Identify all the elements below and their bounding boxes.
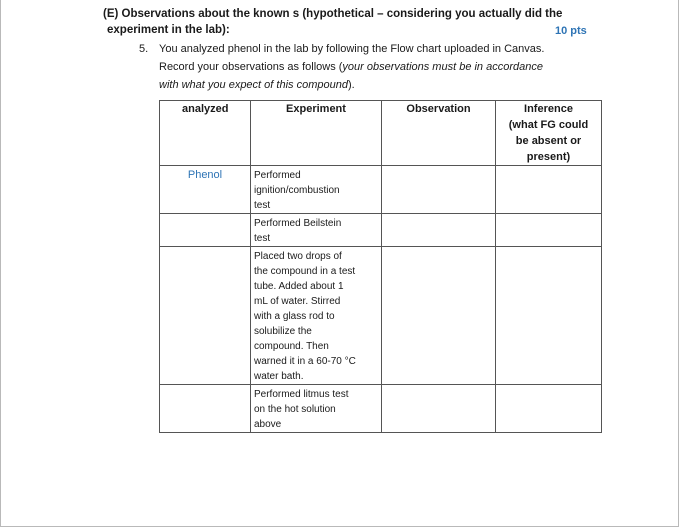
exp-line: solubilize the (254, 326, 312, 337)
exp-line: test (254, 200, 271, 211)
exp-line: warned it in a 60-70 °C (254, 356, 356, 367)
compound-cell-empty (160, 214, 251, 247)
observation-cell[interactable] (382, 247, 496, 385)
exp-line: the compound in a test (254, 266, 356, 277)
exp-line: Performed (254, 170, 301, 181)
observations-table (159, 100, 602, 433)
exp-line: Performed litmus test (254, 389, 349, 400)
inference-cell[interactable] (496, 214, 602, 247)
experiment-cell (251, 385, 382, 433)
exp-line: mL of water. Stirred (254, 296, 341, 307)
table-row (160, 214, 602, 247)
question-line-2-plain: Record your observations as follows ( (159, 61, 343, 73)
exp-line: with a glass rod to (254, 311, 335, 322)
header-experiment: Experiment (251, 101, 382, 166)
question-line-2 (159, 58, 599, 76)
exp-line: Performed Beilstein (254, 218, 342, 229)
section-heading (103, 6, 562, 38)
header-observation: Observation (382, 101, 496, 166)
compound-cell: Phenol (160, 166, 251, 214)
inference-cell[interactable] (496, 166, 602, 214)
question-text (159, 40, 599, 94)
exp-line: test (254, 233, 271, 244)
exp-line: on the hot solution (254, 404, 336, 415)
experiment-cell (251, 247, 382, 385)
experiment-cell (251, 166, 382, 214)
compound-cell-empty (160, 247, 251, 385)
table-row (160, 385, 602, 433)
exp-line: above (254, 419, 282, 430)
table-row (160, 166, 602, 214)
points-label: 10 pts (555, 25, 587, 37)
observation-cell[interactable] (382, 385, 496, 433)
inference-cell[interactable] (496, 385, 602, 433)
inference-cell[interactable] (496, 247, 602, 385)
heading-line-2: experiment in the lab): (107, 24, 230, 36)
question-line-2-italic: your observations must be in accordance (342, 61, 543, 73)
exp-line: compound. Then (254, 341, 329, 352)
observation-cell[interactable] (382, 214, 496, 247)
header-inference (496, 101, 602, 166)
observation-cell[interactable] (382, 166, 496, 214)
exp-line: ignition/combustion (254, 185, 340, 196)
header-inference-l4: present) (526, 151, 571, 163)
question-line-3-italic: with what you expect of this compound (159, 79, 348, 91)
table-header-row (160, 101, 602, 166)
compound-cell-empty (160, 385, 251, 433)
question-line-1: You analyzed phenol in the lab by following the Flow chart uploaded in Canvas. (159, 43, 545, 55)
exp-line: Placed two drops of (254, 251, 342, 262)
heading-line-1: (E) Observations about the known s (hypothetical – considering you actually did the (103, 8, 563, 20)
question-line-3 (159, 76, 599, 94)
exp-line: tube. Added about 1 (254, 281, 344, 292)
header-inference-l1: Inference (524, 103, 573, 115)
table-row (160, 247, 602, 385)
header-inference-l3: be absent or (515, 135, 582, 147)
header-analyzed: analyzed (160, 101, 251, 166)
experiment-cell (251, 214, 382, 247)
question-number: 5. (139, 43, 149, 55)
exp-line: water bath. (254, 371, 304, 382)
header-inference-l2: (what FG could (508, 119, 589, 131)
question-line-3-plain: ). (347, 79, 355, 91)
